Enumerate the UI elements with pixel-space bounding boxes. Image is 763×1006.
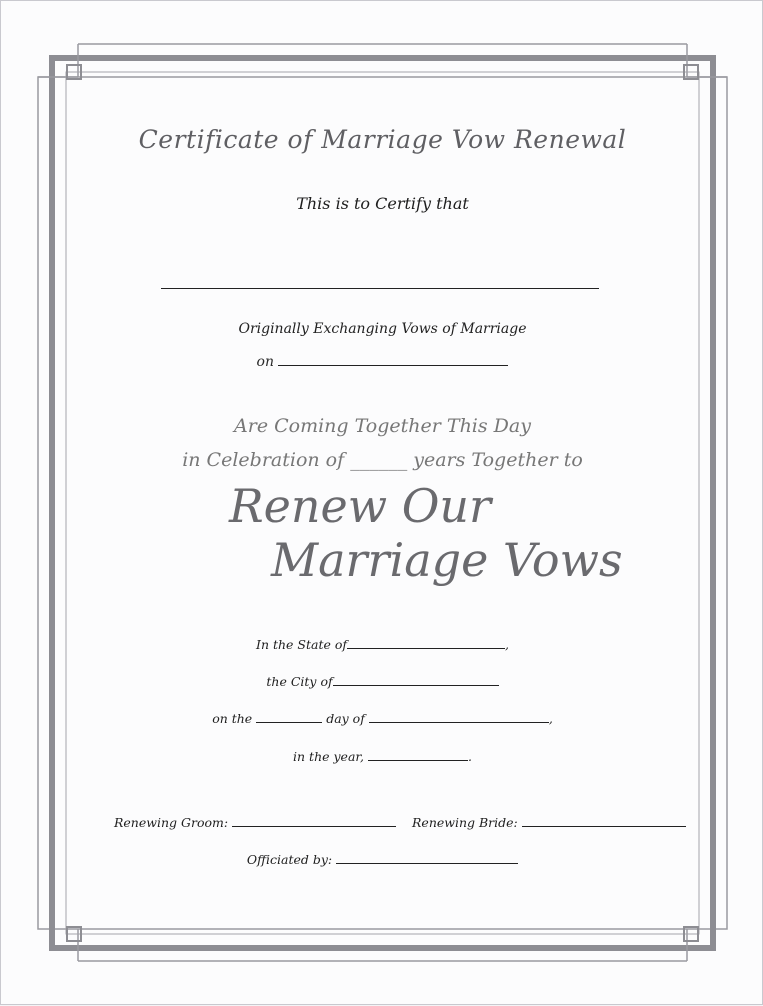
together-text: Are Coming Together This Day xyxy=(234,415,531,437)
day-suffix: , xyxy=(548,711,553,726)
city-label: the City of xyxy=(266,674,333,689)
officiated-label: Officiated by: xyxy=(246,852,333,867)
city-row xyxy=(1,674,763,689)
renew-heading-line1: Renew Our xyxy=(229,479,492,533)
state-suffix: , xyxy=(505,637,509,652)
on-the-label: on the xyxy=(212,711,253,726)
certificate-title: Certificate of Marriage Vow Renewal xyxy=(138,125,627,154)
celebration-suffix: years Together to xyxy=(413,449,583,471)
city-line[interactable] xyxy=(333,684,499,686)
year-label: in the year, xyxy=(293,749,364,764)
day-of-label: day of xyxy=(326,711,365,726)
date-row xyxy=(1,711,763,726)
celebration-prefix: in Celebration of xyxy=(182,449,345,471)
groom-label: Renewing Groom: xyxy=(114,815,229,830)
state-row xyxy=(1,637,763,652)
bride-label: Renewing Bride: xyxy=(412,815,518,830)
names-line[interactable] xyxy=(161,288,599,289)
year-row xyxy=(1,749,763,764)
state-label: In the State of xyxy=(256,637,347,652)
celebration-row xyxy=(1,449,763,471)
bride-signature-line[interactable] xyxy=(522,825,686,827)
signatures-row xyxy=(114,815,674,830)
month-line[interactable] xyxy=(369,721,549,723)
years-blank[interactable]: ______ xyxy=(350,449,408,471)
certify-text: This is to Certify that xyxy=(296,194,469,213)
year-suffix: . xyxy=(467,749,472,764)
officiant-row xyxy=(1,852,763,867)
renew-heading-line2: Marriage Vows xyxy=(271,533,623,587)
on-label: on xyxy=(256,354,274,370)
year-line[interactable] xyxy=(368,759,468,761)
state-line[interactable] xyxy=(347,647,505,649)
groom-signature-line[interactable] xyxy=(232,825,396,827)
day-line[interactable] xyxy=(256,721,322,723)
on-row xyxy=(1,354,763,370)
originally-text: Originally Exchanging Vows of Marriage xyxy=(238,321,527,337)
original-date-line[interactable] xyxy=(278,364,508,366)
officiant-signature-line[interactable] xyxy=(336,862,518,864)
